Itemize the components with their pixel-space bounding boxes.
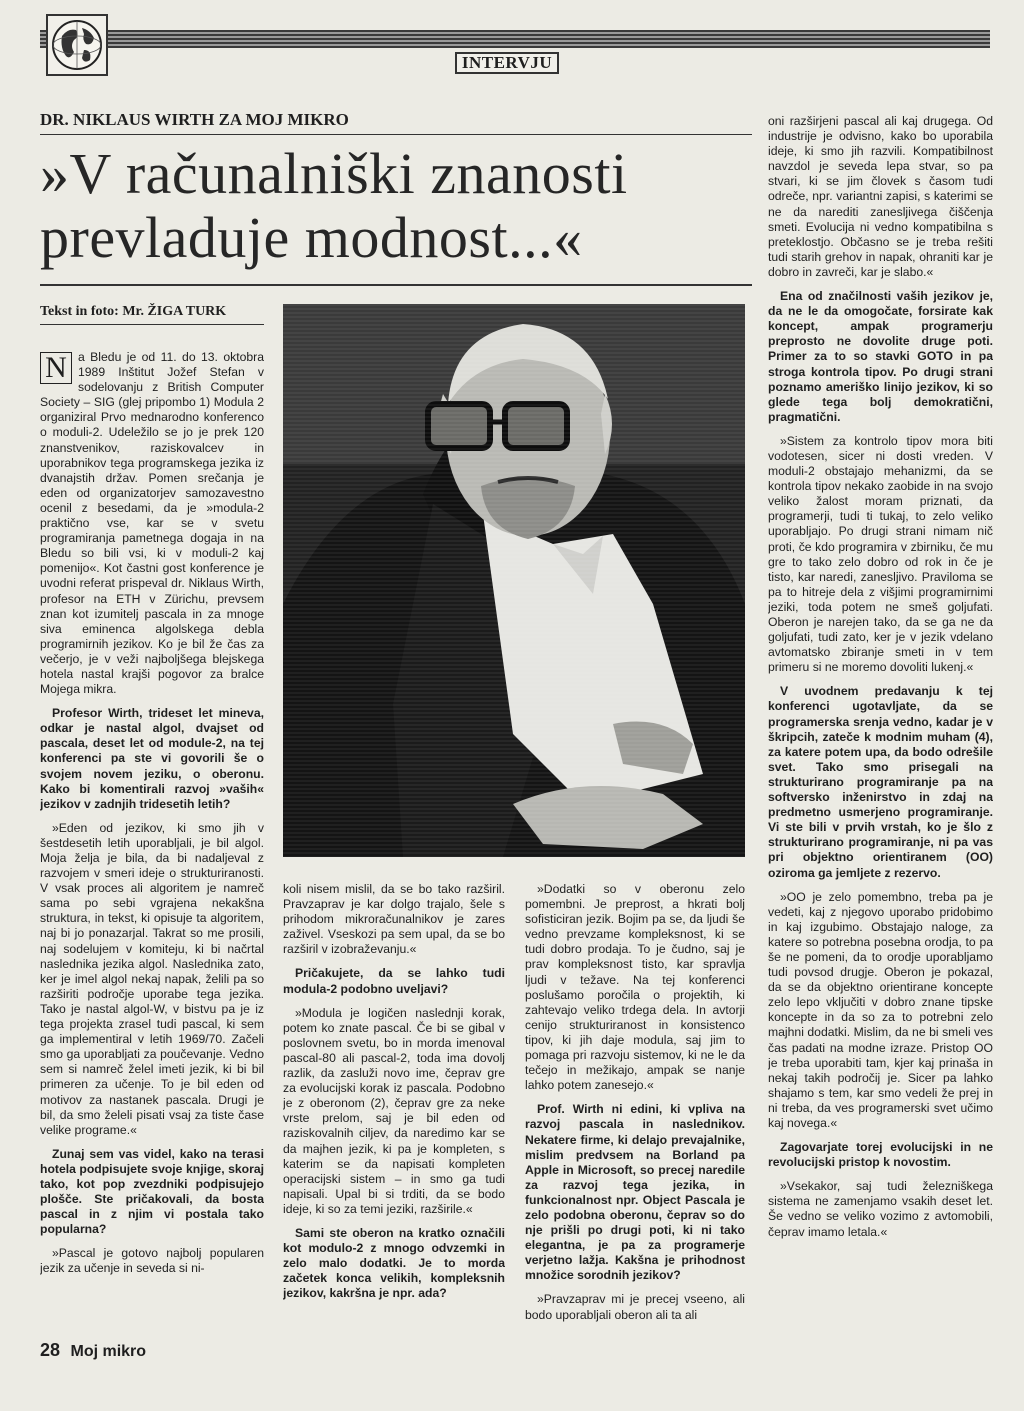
headline-rule: [40, 284, 752, 286]
answer-paragraph: »Sistem za kontrolo tipov mora biti vodotesen, sicer ni dosti vreden. V moduli-2 obstajajo mehanizmi, da se kontrola tipov nekako zaobide in na svojo veliko žalost moram priznati, da programerji, tudi ti tukaj, to zelo veliko uporabljajo. Po drugi strani nimam nič proti, če kdo programira v zbirniku, če mu gre to tako zelo dobro od rok in če je tisto, kar naredi, zanesljivo. Praviloma se pa to hitreje dela z višjimi programirnimi jeziki, toda potem ne smeš goljufati. Oberon je narejen tako, da se ga ne da goljufati, tudi zato, ker je v jezik vdelano avtomatsko zbiranje smeti in v tem primeru si ne moremo dovoliti lukenj.«: [768, 433, 993, 675]
page-number: 28: [40, 1340, 61, 1360]
lead-paragraph: [40, 350, 264, 697]
text-column-4: [768, 114, 993, 1334]
portrait-photo: [283, 304, 745, 857]
question-paragraph: V uvodnem predavanju k tej konferenci ugotavljate, da se programerska srenja vedno, kadar je v škripcih, zateče k modnim muham (4), za katere potem upa, da bodo odrešile svet. Tako smo prisegali na strukturirano programiranje pa na softversko inženirstvo in zdaj na predmetno usmerjeno programiranje. Vi ste bili v prvih vrstah, ko je šlo z strukturirano programiranje, ni pa vas pri objektno orientiranem (OO) oziroma ga jemljete z rezervo.: [768, 684, 993, 880]
section-label: INTERVJU: [455, 52, 559, 74]
lead-text: a Bledu je od 11. do 13. oktobra 1989 Inštitut Jožef Stefan v sodelovanju z British Computer Society – SIG (glej pripombo 1) Modula 2 organiziral Prvo mednarodno konferenco o moduli-2. Udeležilo se jo je prek 120 znanstvenikov, raziskovalcev in uporabnikov tega programskega jezika iz dvanajstih držav. Pomen srečanja je eden od organizatorjev samozavestno ocenil z besedami, da je »modula-2 praktično vse, kar se v svetu programiranja pametnega dogaja in na Bledu so bili vsi, ki v moduli-2 kaj pomenijo«. Kot častni gost konference je uvodni referat prispeval dr. Niklaus Wirth, profesor na ETH v Zürichu, prevsem znan kot izumitelj pascala in za mnoge siva eminenca algolskega debla programirnih jezikov. Ko je bil že čas za večerjo, je v veži najboljšega blejskega hotela nastal krajši pogovor za bralce Mojega mikra.: [40, 350, 264, 697]
answer-paragraph: »OO je zelo pomembno, treba pa je vedeti, kaj z njegovo uporabo pridobimo in kaj izgubimo. Obstajajo naloge, za katere so potrebna posebna orodja, to pa še ne pomeni, da to orodje uporabljamo tudi povsod drugje. Oberon je pokazal, da se da objektno orientirane koncepte zelo lepo vključiti v dobro znane tipske koncepte in da so za to potrebni zelo majhni dodatki. Mislim, da ne bi smeli ves čas padati na modne izraze. Pristop OO je treba uporabiti tam, kjer kaj prinaša in nekaj takih področij je. Sicer pa lahko shajamo s tem, kar smo vedeli že prej in ni treba, da ves programerski svet učimo kaj novega.«: [768, 889, 993, 1130]
answer-paragraph: »Dodatki so v oberonu zelo pomembni. Je preprost, a hkrati bolj sofisticiran jezik. Bojim pa se, da ljudi še vedno prevzame kompleksnost, ki se tudi dobro prodaja. To je čudno, saj je prav kompleksnost tisto, kar spravlja ljudi v težave. Na tej konferenci poslušamo poročila o projektih, ki zahtevajo veliko trdega dela. In avtorji cenijo strukturiranost in konsistenco tipov, ki jih daje modula, saj jim to pomaga pri razvoju sistemov, ki ne le da tečejo in mežikajo, ampak se nanje lahko potem zanesejo.«: [525, 882, 745, 1093]
page-footer: [40, 1340, 146, 1361]
text-column-1: [40, 350, 264, 1330]
article-byline: Tekst in foto: Mr. ŽIGA TURK: [40, 304, 227, 319]
continued-paragraph: koli nisem mislil, da se bo tako razširil. Pravzaprav je kar dolgo trajalo, šele s prihodom mikroračunalnikov je zares zaživel. Vseskozi pa sem upal, da se bo razširil v izobraževanju.«: [283, 882, 505, 957]
answer-paragraph: »Pravzaprav mi je precej vseeno, ali bodo uporabljali oberon ali ta ali: [525, 1292, 745, 1322]
question-paragraph: Sami ste oberon na kratko označili kot modulo-2 z mnogo odvzemki in zelo malo dodatki. Je to morda začetek konca velikih, kompleksnih jezikov, kakršna je npr. ada?: [283, 1225, 505, 1301]
question-paragraph: Profesor Wirth, trideset let mineva, odkar je nastal algol, dvajset od pascala, deset let od module-2, na tej konferenci pa ste vi govorili še o svojem novem jeziku, o oberonu. Kako bi komentirali razvoj »vaših« jezikov v zadnjih tridesetih letih?: [40, 706, 264, 811]
headline-line-1: »V računalniški znanosti: [40, 141, 628, 206]
answer-paragraph: »Pascal je gotovo najbolj popularen jezik za učenje in seveda si ni-: [40, 1246, 264, 1276]
header-stripe-bar: [40, 30, 990, 48]
answer-paragraph: »Vsekakor, saj tudi železniškega sistema ne zamenjamo vsakih deset let. Še vedno se veliko vozimo z avtomobili, čeprav imamo letala.«: [768, 1179, 993, 1239]
kicker-rule: [40, 134, 752, 135]
globe-logo-icon: [46, 14, 108, 76]
question-paragraph: Zagovarjate torej evolucijski in ne revolucijski pristop k novostim.: [768, 1140, 993, 1170]
headline-line-2: prevladuje modnost...«: [40, 205, 583, 270]
magazine-name: Moj mikro: [70, 1343, 147, 1360]
continued-paragraph: oni razširjeni pascal ali kaj drugega. Od industrije je odvisno, kako bo uporabila ideje, ki smo jih razvili. Kompatibilnost navzdol je seveda lepa stvar, so pa stvari, ki se jim človek s časom tudi odreče, npr. variantni zapisi, s katerimi se ne da narediti zanesljivega čiščenja smeti. Evolucija ni vedno kompatibilna s preteklostjo. Občasno se je treba rešiti tudi starih grehov in napak, ohraniti kar je dobro in zavreči, kar je slabo.«: [768, 114, 993, 279]
article-headline: [40, 142, 760, 270]
question-paragraph: Ena od značilnosti vaših jezikov je, da ne le da omogočate, forsirate kak koncept, ampak programerju preprosto ne dovolite druge poti. Primer za to so stavki GOTO in pa stroga kontrola tipov. Po drugi strani poznamo ameriško linijo jezikov, ki so glede tega bolj demokratični, pragmatični.: [768, 289, 993, 424]
answer-paragraph: »Eden od jezikov, ki smo jih v šestdesetih letih uporabljali, je bil algol. Moja želja je bila, da bi nadaljeval z razvojem v smeri ideje o strukturiranosti. V vsak proces ali algoritem je namreč sama po sebi vgrajena nekakšna struktura, in tekst, ki opisuje ta algoritem, naj bi jo ponazarjal. Takrat so me prosili, naj sodelujem v komiteju, ki bi načrtal naslednika jezika algol. Naslednika zato, ker je imel algol nekaj napak, želili pa so razširiti področje uporabe tega jezika. Tako je nastal algol-W, v bistvu pa je iz tega projekta zrasel tudi pascal, ki sem ga implementiral v letih 1969/70. Začeli smo ga uporabljati za poučevanje. Vedno sem si namreč želel imeti jezik, ki bi bil primeren za učenje. To je bil eden od motivov za nastanek pascala. Drugi je bil, da smo želeli pisati vsaj za tiste čase velike programe.«: [40, 820, 264, 1137]
article-kicker: DR. NIKLAUS WIRTH ZA MOJ MIKRO: [40, 110, 349, 129]
text-column-2: [283, 882, 505, 1330]
dropcap-letter: N: [40, 352, 72, 384]
question-paragraph: Prof. Wirth ni edini, ki vpliva na razvoj pascala in naslednikov. Nekatere firme, ki delajo prevajalnike, mislim predvsem na Borland pa Apple in Microsoft, so precej naredile za razvoj tega jezika, in funkcionalnost npr. Object Pascala je zelo podobna oberonu, čeprav so do nje prišli po drugi poti, ki ni tako elegantna, je pa za programerje verjetno lažja. Kakšna je prihodnost množice sorodnih jezikov?: [525, 1102, 745, 1283]
byline-rule: [40, 324, 264, 325]
answer-paragraph: »Modula je logičen naslednji korak, potem ko znate pascal. Če bi se gibal v poslovnem svetu, bo in morda imenoval pascal-80 ali pascal-2, toda ima dovolj razlik, da zasluži novo ime, čeprav gre za evolucijski korak iz pascala. Podobno je z oberonom (2), čeprav gre za neke vrste prelom, saj je bil eden od raziskovalnih ciljev, da naredimo kar se da majhen jezik, ki pa je kompleten, s katerim se da napisati kompleten operacijski sistem – in smo ga tudi napisali. Upal bi si trditi, da se bodo ideje, ki so za temi jeziki, razširile.«: [283, 1005, 505, 1216]
text-column-3: [525, 882, 745, 1330]
question-paragraph: Zunaj sem vas videl, kako na terasi hotela podpisujete svoje knjige, skoraj tako, kot pop zvezdniki podpisujejo plošče. Ste pričakovali, da bosta pascal in z njim vi postala tako popularna?: [40, 1146, 264, 1237]
question-paragraph: Pričakujete, da se lahko tudi modula-2 podobno uveljavi?: [283, 966, 505, 996]
